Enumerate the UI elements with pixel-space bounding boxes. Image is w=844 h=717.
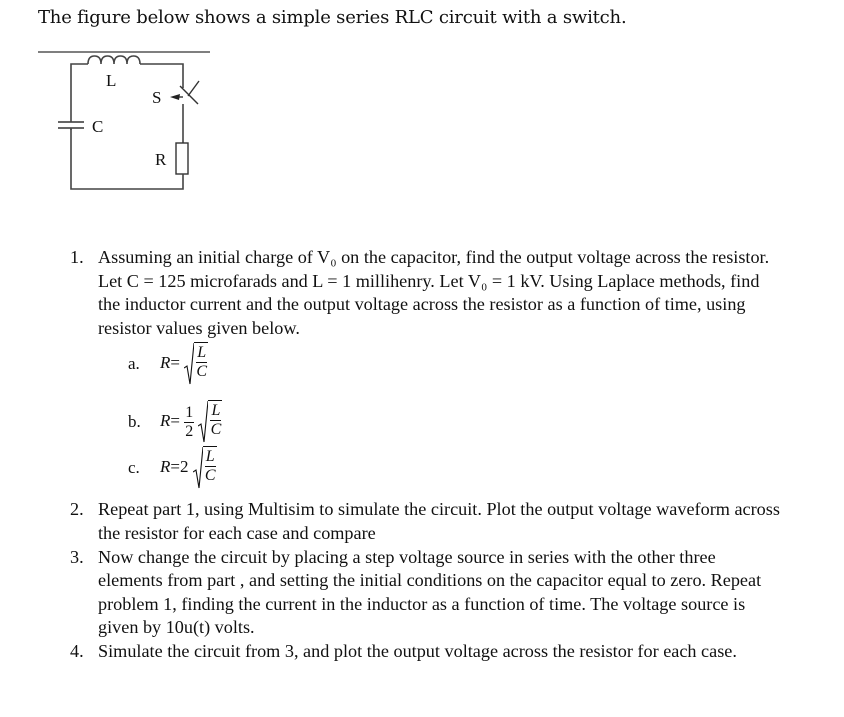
question-number: 3. bbox=[70, 546, 84, 567]
inductor-label: L bbox=[106, 71, 117, 90]
question-1 bbox=[64, 246, 784, 340]
formula-a: R= $\frac{L}{C}$ bbox=[160, 342, 208, 386]
question-text: Assuming an initial charge of V₀ on the capacitor, find the output voltage across the resistor. Let C = 125 microfarads and L = 1 millihenry. Let V₀ = 1 kV. Using Laplace methods, find the inductor current and the output voltage across the resistor as a function of time, using resistor values given below. bbox=[98, 247, 770, 338]
part-letter: c. bbox=[128, 458, 140, 478]
question-text: Now change the circuit by placing a step voltage source in series with the other three elements from part , and setting the initial conditions on the capacitor equal to zero. Repeat problem 1, finding the current in the inductor as a function of time. The voltage source is given by 10u(t) volts. bbox=[98, 546, 762, 638]
sqrt-icon: $\frac{L}{C}$ bbox=[198, 400, 222, 444]
question-3 bbox=[64, 546, 784, 640]
sqrt-icon: $\frac{L}{C}$ bbox=[184, 342, 208, 386]
part-letter: b. bbox=[128, 412, 141, 432]
question-4 bbox=[64, 640, 784, 664]
question-2 bbox=[64, 498, 784, 545]
question-text: Simulate the circuit from 3, and plot the output voltage across the resistor for each case. bbox=[98, 640, 737, 661]
sqrt-icon: $\frac{L}{C}$ bbox=[193, 446, 217, 490]
rlc-circuit-diagram bbox=[0, 0, 230, 200]
switch-arrow-icon bbox=[170, 94, 180, 100]
resistor-label: R bbox=[155, 150, 167, 169]
part-letter: a. bbox=[128, 354, 140, 374]
question-number: 4. bbox=[70, 640, 84, 661]
wire-top-right bbox=[140, 64, 183, 88]
wire-top-left bbox=[71, 64, 88, 120]
part-c bbox=[64, 448, 784, 498]
question-list bbox=[64, 246, 784, 664]
switch-label: S bbox=[152, 88, 162, 107]
question-text: Repeat part 1, using Multisim to simulate the circuit. Plot the output voltage waveform across the resistor for each case and compare bbox=[98, 499, 780, 543]
resistor-icon bbox=[176, 143, 188, 174]
part-a bbox=[64, 340, 784, 396]
formula-b: R= $\frac{1}{2}$ $\frac{L}{C}$ bbox=[160, 400, 222, 444]
intro-text: The figure below shows a simple series RLC circuit with a switch. bbox=[38, 7, 627, 28]
formula-c: R=2 $\frac{L}{C}$ bbox=[160, 446, 217, 490]
capacitor-label: C bbox=[92, 117, 104, 136]
question-number: 1. bbox=[70, 247, 84, 267]
inductor-icon bbox=[88, 56, 140, 64]
question-number: 2. bbox=[70, 499, 84, 520]
